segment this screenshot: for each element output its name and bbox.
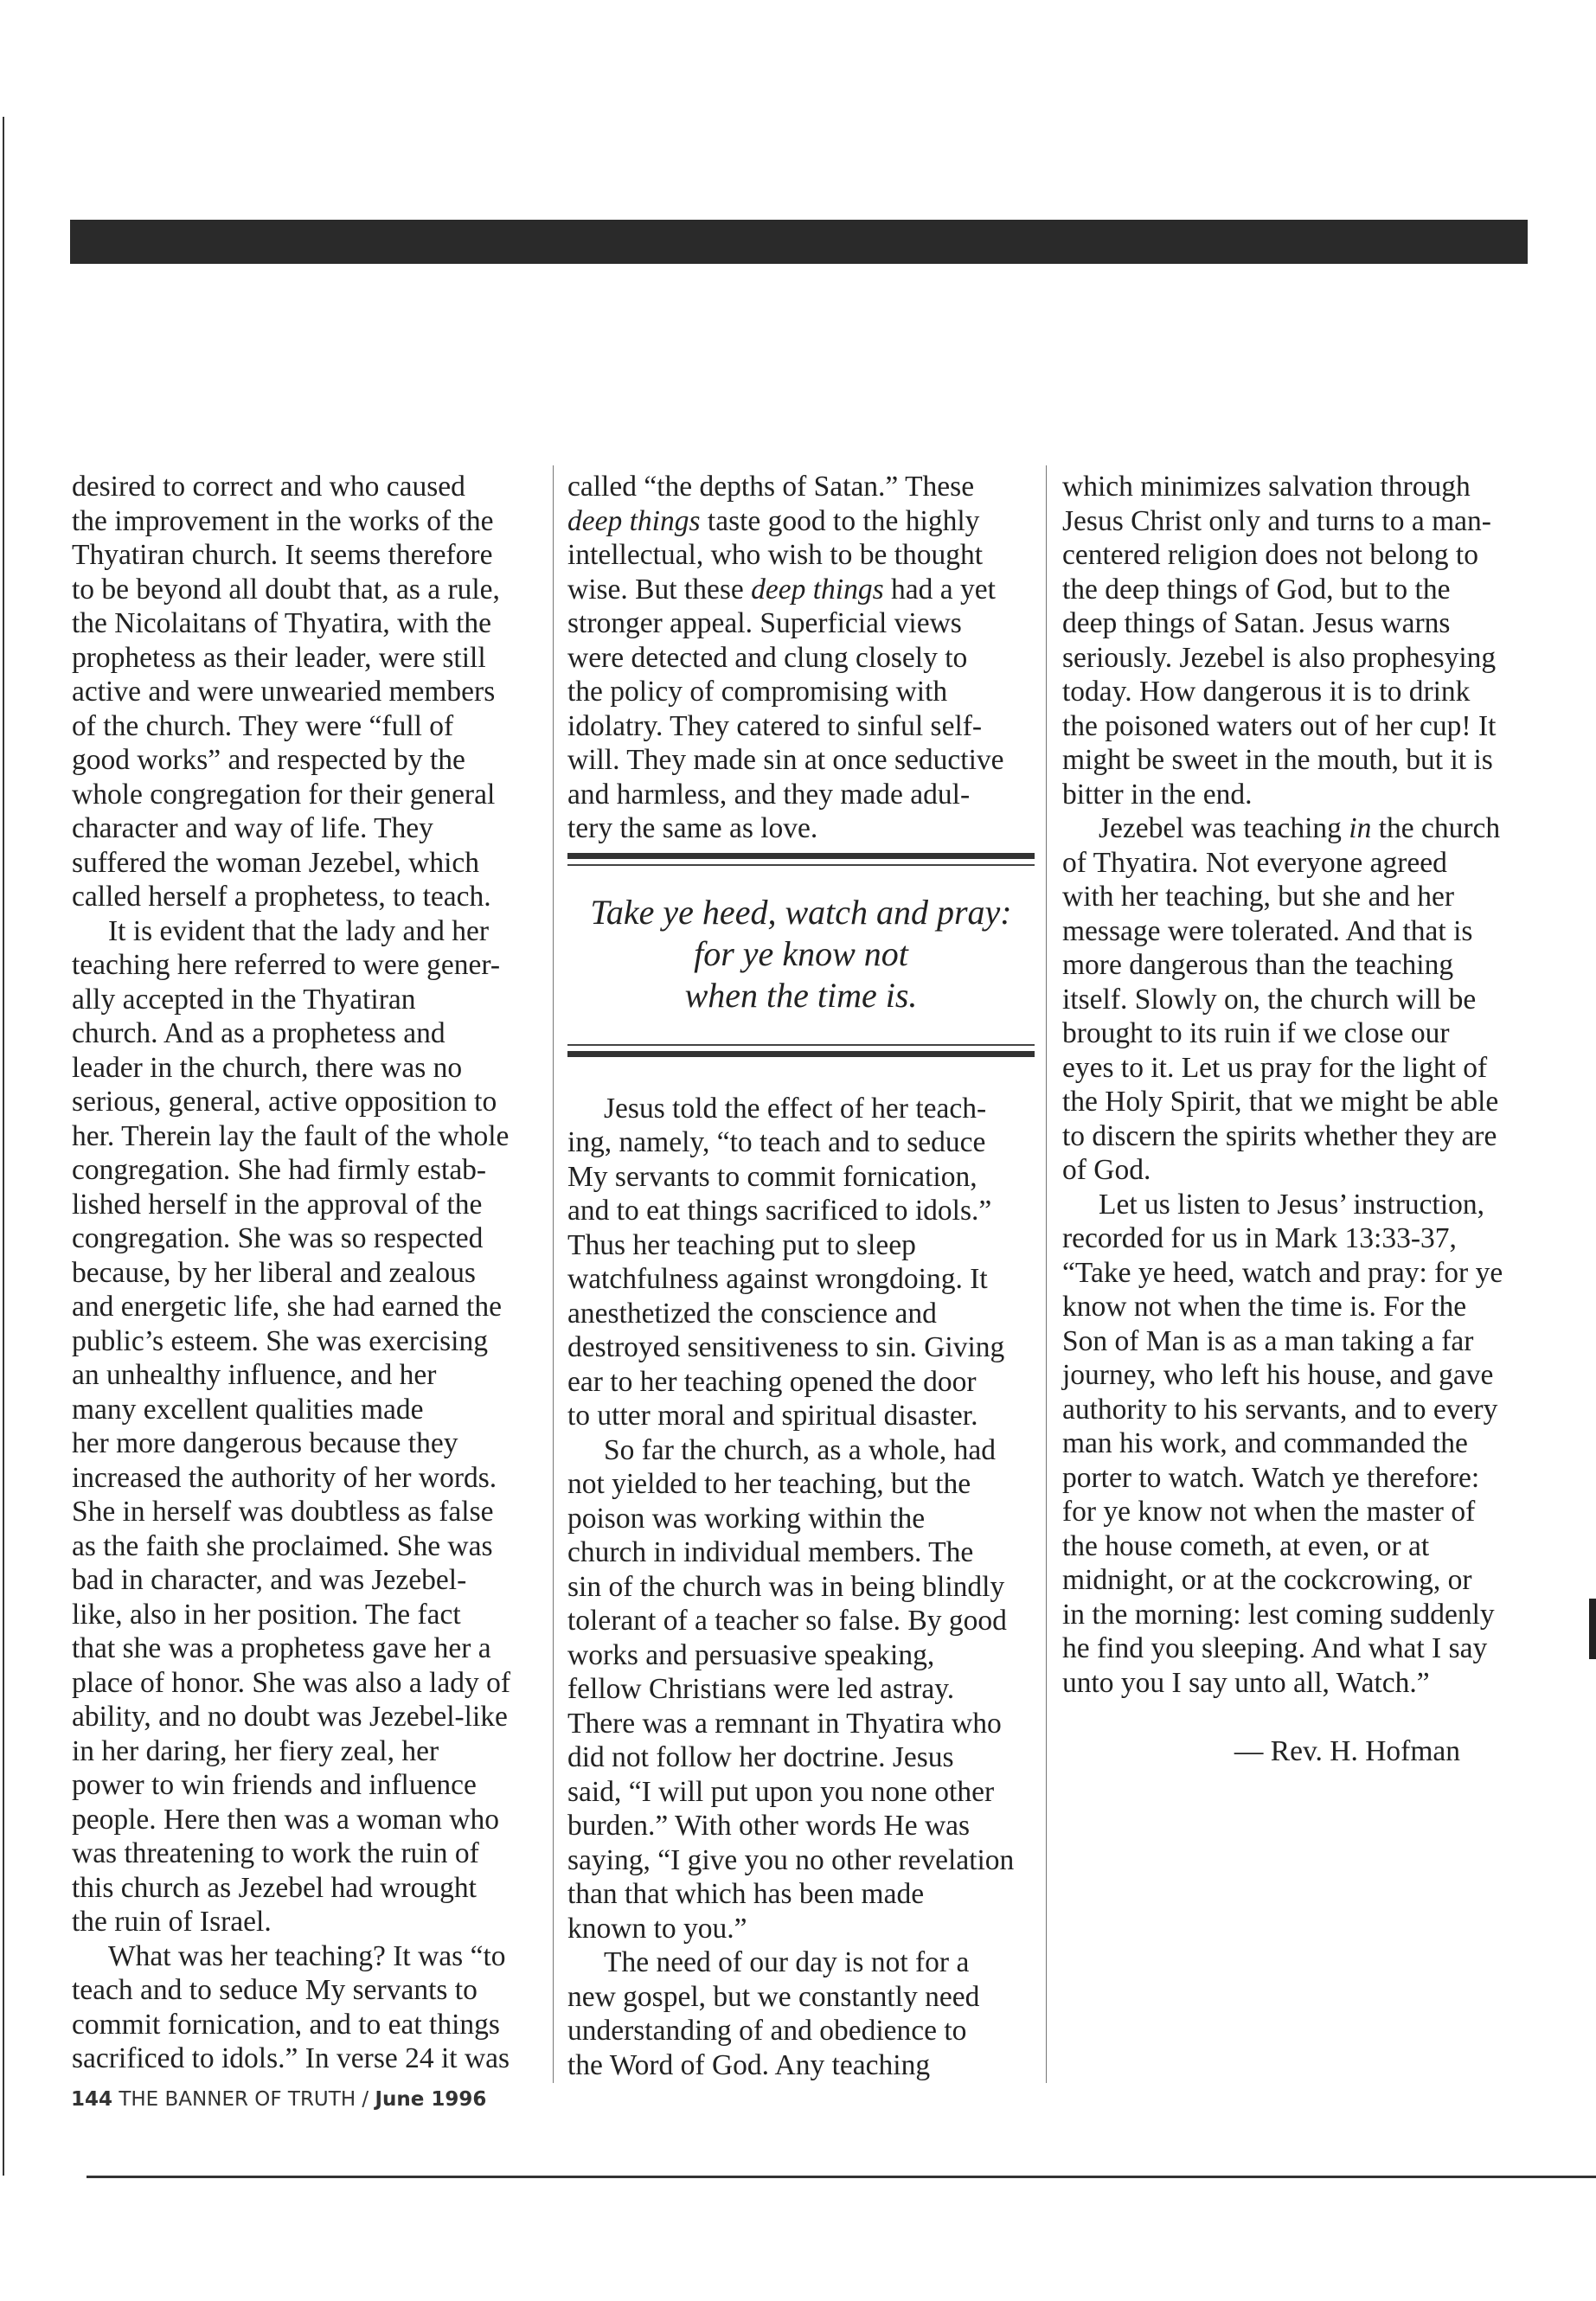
text-line: of God.: [1062, 1154, 1151, 1186]
text-line: teaching here referred to were gener-: [72, 949, 500, 981]
text-line: this church as Jezebel had wrought: [72, 1871, 477, 1904]
text-line: tolerant of a teacher so false. By good: [567, 1605, 1007, 1637]
text-line: the ruin of Israel.: [72, 1906, 272, 1938]
text-line: not yielded to her teaching, but the: [567, 1468, 971, 1500]
text-line: of Thyatira. Not everyone agreed: [1062, 846, 1447, 879]
text-line: It is evident that the lady and her: [108, 914, 490, 947]
text-line: journey, who left his house, and gave: [1062, 1359, 1494, 1391]
rule: [567, 1044, 1035, 1046]
text-line: eyes to it. Let us pray for the light of: [1062, 1051, 1488, 1084]
column-3: [1062, 470, 1529, 1769]
edge-mark: [1589, 1599, 1596, 1659]
text-line: authority to his servants, and to every: [1062, 1393, 1498, 1426]
text-line: the Holy Spirit, that we might be able: [1062, 1086, 1499, 1118]
text-line: many excellent qualities made: [72, 1393, 424, 1426]
text-line: as the faith she proclaimed. She was: [72, 1529, 493, 1562]
text-line: and energetic life, she had earned the: [72, 1291, 502, 1323]
text-line: suffered the woman Jezebel, which: [72, 846, 479, 879]
text-line: centered religion does not belong to: [1062, 539, 1478, 571]
text-line: So far the church, as a whole, had: [604, 1433, 997, 1466]
text-line: sin of the church was in being blindly: [567, 1570, 1005, 1603]
text-line: good works” and respected by the: [72, 744, 465, 776]
text-line: than that which has been made: [567, 1878, 925, 1910]
text-line: message were tolerated. And that is: [1062, 914, 1473, 947]
publication-name: THE BANNER OF TRUTH /: [119, 2088, 369, 2111]
text-line: ear to her teaching opened the door: [567, 1365, 977, 1398]
text-line: the Nicolaitans of Thyatira, with the: [72, 607, 491, 639]
text-line: called “the depths of Satan.” These: [567, 471, 975, 503]
page-number: 144: [71, 2088, 113, 2111]
text-line: deep things of Satan. Jesus warns: [1062, 607, 1451, 639]
page-edge-line: [3, 117, 4, 2176]
text-line: There was a remnant in Thyatira who: [567, 1707, 1002, 1740]
text-line: destroyed sensitiveness to sin. Giving: [567, 1331, 1005, 1363]
text-line: church in individual members. The: [567, 1536, 974, 1568]
text-line: understanding of and obedience to: [567, 2015, 967, 2047]
text-line: idolatry. They catered to sinful self-: [567, 709, 983, 742]
text-line: sacrificed to idols.” In verse 24 it was: [72, 2042, 510, 2074]
text-line: known to you.”: [567, 1912, 747, 1945]
text-line: recorded for us in Mark 13:33-37,: [1062, 1222, 1457, 1254]
text-line: active and were unwearied members: [72, 676, 496, 708]
text-line: the deep things of God, but to the: [1062, 573, 1451, 606]
text-line: man his work, and commanded the: [1062, 1427, 1468, 1459]
text-line: brought to its ruin if we close our: [1062, 1017, 1450, 1049]
text-line: were detected and clung closely to: [567, 641, 968, 674]
text-line: Jezebel was teaching in the church: [1099, 812, 1501, 844]
issue-date: June 1996: [375, 2088, 487, 2111]
text-line: seriously. Jezebel is also prophesying: [1062, 641, 1497, 674]
text-line: the house cometh, at even, or at: [1062, 1529, 1430, 1562]
text-line: Let us listen to Jesus’ instruction,: [1099, 1188, 1485, 1221]
text-line: works and persuasive speaking,: [567, 1638, 935, 1671]
text-line: did not follow her doctrine. Jesus: [567, 1741, 954, 1773]
text-line: for ye know not when the master of: [1062, 1496, 1476, 1528]
text-line: Thyatiran church. It seems therefore: [72, 539, 493, 571]
text-line: The need of our day is not for a: [604, 1946, 970, 1978]
text-line: called herself a prophetess, to teach.: [72, 881, 491, 913]
text-line: know not when the time is. For the: [1062, 1291, 1467, 1323]
text-line: burden.” With other words He was: [567, 1810, 971, 1842]
text-line: unto you I say unto all, Watch.”: [1062, 1666, 1430, 1699]
text-line: My servants to commit fornication,: [567, 1160, 977, 1193]
text-line: tery the same as love.: [567, 812, 818, 844]
text-line: ally accepted in the Thyatiran: [72, 983, 416, 1016]
text-line: people. Here then was a woman who: [72, 1803, 499, 1836]
text-line: her. Therein lay the fault of the whole: [72, 1119, 510, 1152]
column-divider: [553, 465, 554, 2083]
text-line: congregation. She had firmly estab-: [72, 1154, 487, 1186]
text-line: bad in character, and was Jezebel-: [72, 1564, 467, 1596]
text-line: to utter moral and spiritual disaster.: [567, 1400, 978, 1432]
text-line: Thus her teaching put to sleep: [567, 1228, 916, 1261]
pull-quote: [567, 853, 1035, 1057]
text-line: character and way of life. They: [72, 812, 433, 844]
text-line: which minimizes salvation through: [1062, 471, 1471, 503]
text-line: ing, namely, “to teach and to seduce: [567, 1126, 986, 1158]
text-line: and to eat things sacrificed to idols.”: [567, 1195, 992, 1227]
rule: [567, 864, 1035, 866]
text-line: fellow Christians were led astray.: [567, 1673, 955, 1705]
text-line: new gospel, but we constantly need: [567, 1980, 980, 2013]
column-1: [72, 470, 539, 2076]
text-line: might be sweet in the mouth, but it is: [1062, 744, 1493, 776]
text-line: midnight, or at the cockcrowing, or: [1062, 1564, 1472, 1596]
text-line: porter to watch. Watch ye therefore:: [1062, 1461, 1480, 1494]
text-line: prophetess as their leader, were still: [72, 641, 486, 674]
text-line: to be beyond all doubt that, as a rule,: [72, 573, 500, 606]
text-line: because, by her liberal and zealous: [72, 1256, 476, 1289]
text-line: commit fornication, and to eat things: [72, 2008, 500, 2041]
text-line: intellectual, who wish to be thought: [567, 539, 984, 571]
text-line: whole congregation for their general: [72, 778, 496, 811]
text-line: Jesus told the effect of her teach-: [604, 1092, 987, 1125]
text-line: that she was a prophetess gave her a: [72, 1632, 491, 1664]
text-line: more dangerous than the teaching: [1062, 949, 1454, 981]
header-bar: [70, 220, 1528, 264]
text-line: in her daring, her fiery zeal, her: [72, 1734, 439, 1767]
text-line: deep things taste good to the highly: [567, 504, 980, 537]
text-line: said, “I will put upon you none other: [567, 1775, 995, 1808]
text-line: lished herself in the approval of the: [72, 1188, 483, 1221]
text-line: church. And as a prophetess and: [72, 1017, 445, 1049]
text-line: She in herself was doubtless as false: [72, 1496, 494, 1528]
author-signature: — Rev. H. Hofman: [1234, 1735, 1460, 1767]
text-line: he find you sleeping. And what I say: [1062, 1632, 1488, 1664]
rule: [567, 1051, 1035, 1057]
text-line: her more dangerous because they: [72, 1427, 458, 1459]
text-line: Son of Man is as a man taking a far: [1062, 1324, 1474, 1357]
text-line: with her teaching, but she and her: [1062, 881, 1455, 913]
text-line: wise. But these deep things had a yet: [567, 573, 996, 606]
text-line: place of honor. She was also a lady of: [72, 1666, 511, 1699]
text-line: to discern the spirits whether they are: [1062, 1119, 1497, 1152]
column-2: [567, 470, 1035, 2082]
text-line: leader in the church, there was no: [72, 1051, 463, 1084]
text-line: of the church. They were “full of: [72, 709, 454, 742]
text-line: was threatening to work the ruin of: [72, 1837, 479, 1869]
text-line: poison was working within the: [567, 1502, 926, 1535]
text-line: bitter in the end.: [1062, 778, 1253, 811]
text-line: the improvement in the works of the: [72, 504, 494, 537]
text-line: increased the authority of her words.: [72, 1461, 497, 1494]
text-line: power to win friends and influence: [72, 1769, 477, 1801]
text-line: teach and to seduce My servants to: [72, 1974, 478, 2006]
text-line: the policy of compromising with: [567, 676, 948, 708]
text-line: like, also in her position. The fact: [72, 1598, 461, 1631]
text-line: ability, and no doubt was Jezebel-like: [72, 1701, 508, 1733]
text-line: the Word of God. Any teaching: [567, 2048, 931, 2081]
text-line: the poisoned waters out of her cup! It: [1062, 709, 1497, 742]
text-line: watchfulness against wrongdoing. It: [567, 1263, 988, 1295]
text-line: and harmless, and they made adul-: [567, 778, 971, 811]
text-line: in the morning: lest coming suddenly: [1062, 1598, 1495, 1631]
text-line: today. How dangerous it is to drink: [1062, 676, 1471, 708]
text-line: “Take ye heed, watch and pray: for ye: [1062, 1256, 1503, 1289]
text-line: will. They made sin at once seductive: [567, 744, 1004, 776]
text-line: anesthetized the conscience and: [567, 1297, 937, 1330]
text-line: congregation. She was so respected: [72, 1222, 484, 1254]
column-divider: [1046, 465, 1047, 2083]
text-line: stronger appeal. Superficial views: [567, 607, 962, 639]
text-line: itself. Slowly on, the church will be: [1062, 983, 1477, 1016]
pull-quote-line: Take ye heed, watch and pray:: [590, 892, 1012, 932]
bottom-rule: [87, 2176, 1596, 2178]
text-line: serious, general, active opposition to: [72, 1086, 497, 1118]
text-line: What was her teaching? It was “to: [108, 1939, 506, 1972]
text-line: an unhealthy influence, and her: [72, 1359, 437, 1391]
text-line: desired to correct and who caused: [72, 471, 465, 503]
rule: [567, 853, 1035, 859]
text-line: Jesus Christ only and turns to a man-: [1062, 504, 1491, 537]
pull-quote-line: for ye know not: [694, 933, 908, 973]
page-footer: [71, 2088, 486, 2111]
pull-quote-line: when the time is.: [684, 975, 918, 1015]
text-line: saying, “I give you no other revelation: [567, 1843, 1015, 1876]
text-line: public’s esteem. She was exercising: [72, 1324, 488, 1357]
